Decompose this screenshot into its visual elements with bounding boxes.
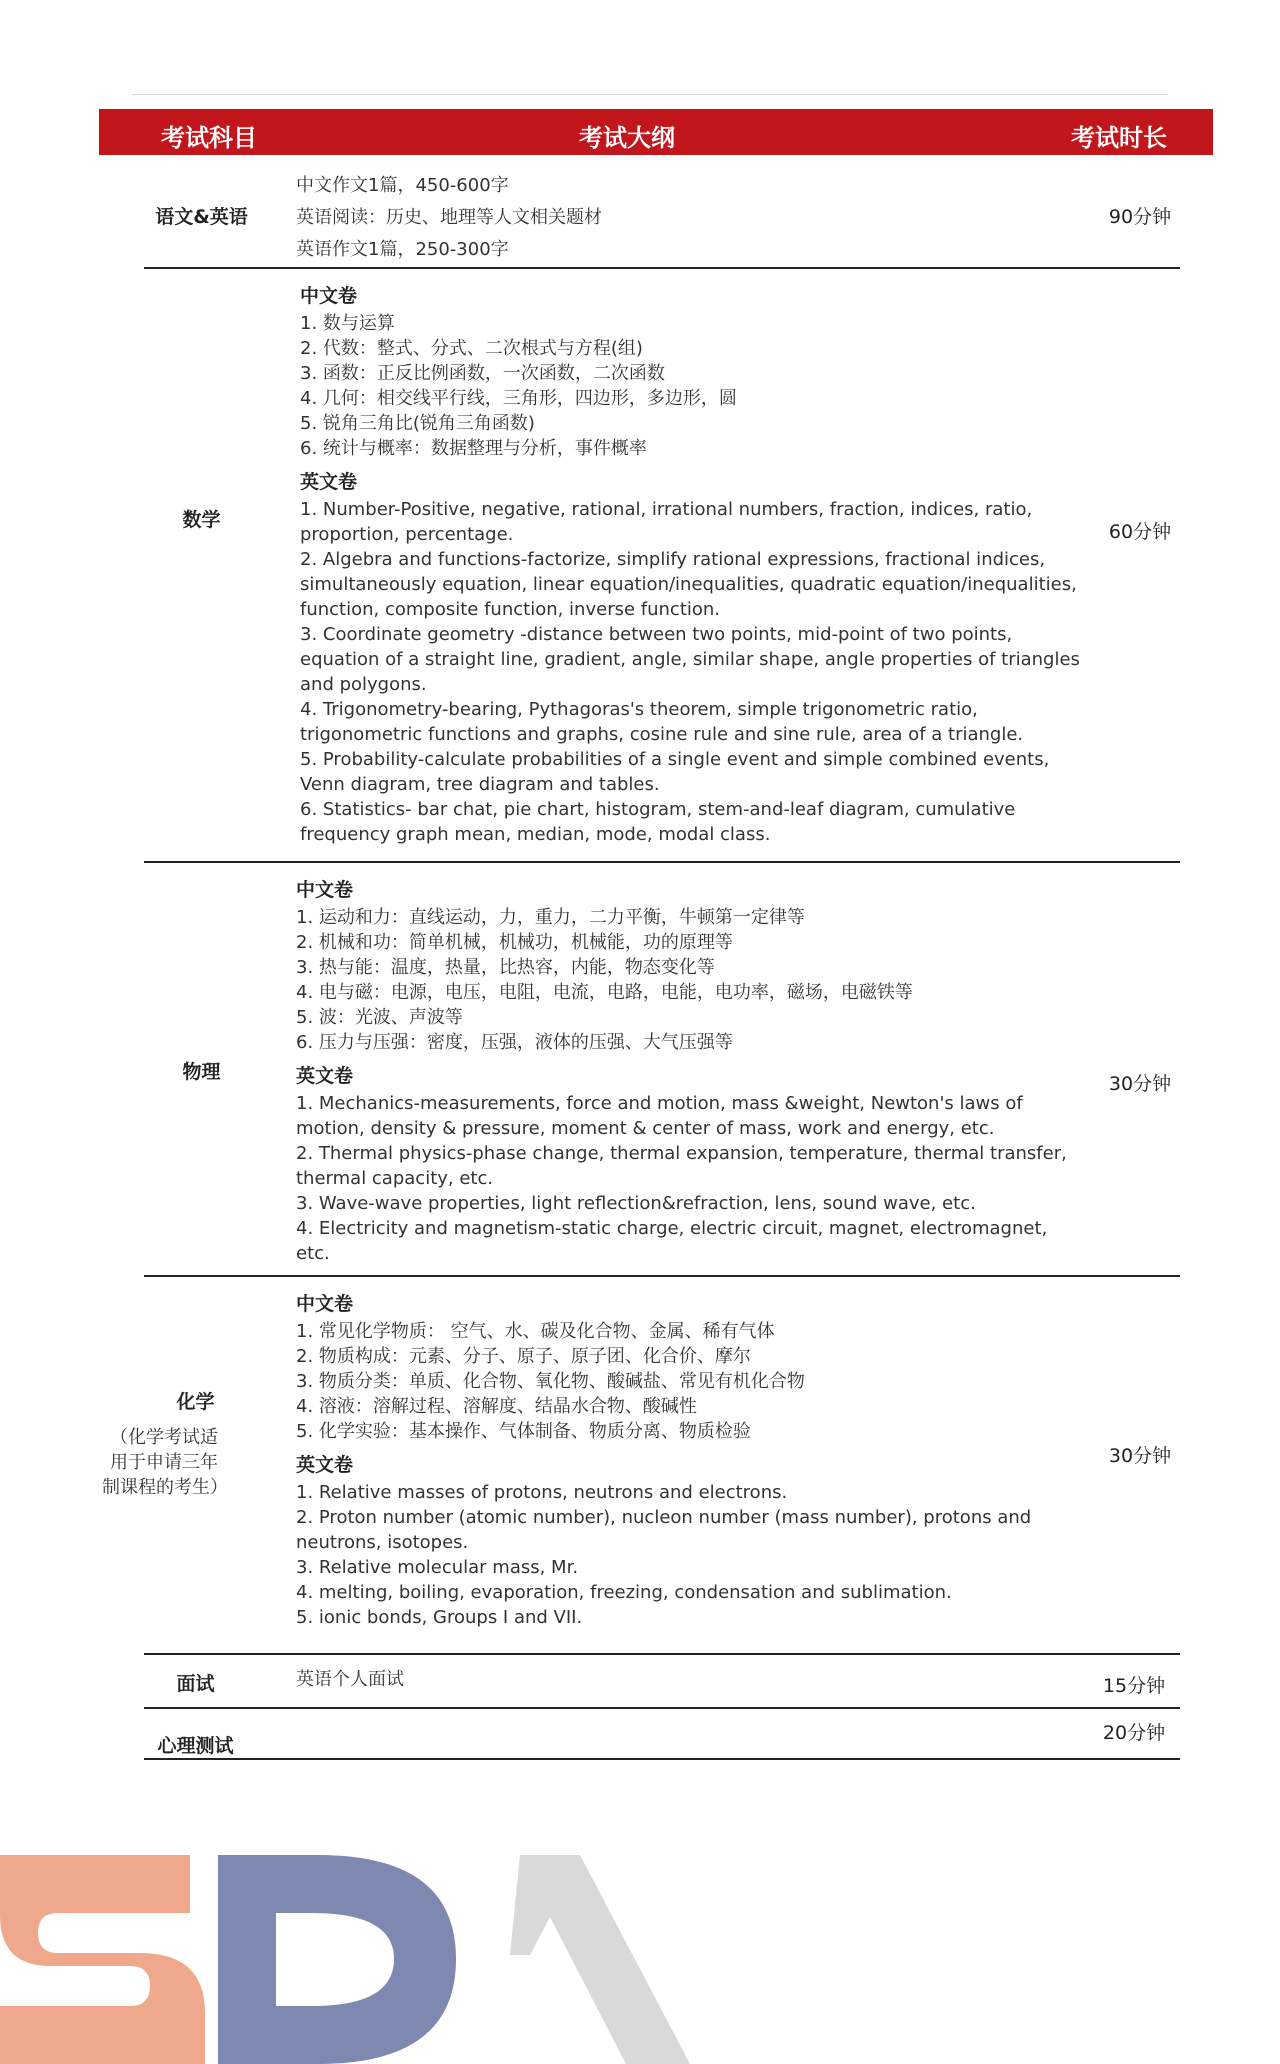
sda-logo (0, 1855, 700, 2064)
list-item: 5. 波：光波、声波等 (296, 1007, 463, 1028)
section-title-chinese: 中文卷 (300, 285, 358, 307)
list-item: 1. 常见化学物质： 空气、水、碳及化合物、金属、稀有气体 (296, 1321, 775, 1342)
list-item: 4. Trigonometry-bearing, Pythagoras's theorem, simple trigonometric ratio, trigonometric functions and graphs, cosine rule and sine rule, area of a triangle. (300, 699, 1024, 745)
duration-language: 90分钟 (1108, 206, 1172, 228)
row-chemistry (102, 1277, 1180, 1655)
syllabus-physics (296, 875, 1086, 1266)
subject-math: 数学 (182, 509, 221, 531)
subject-interview: 面试 (176, 1673, 215, 1695)
syllabus-language (296, 170, 1076, 266)
syllabus-line: 英语阅读：历史、地理等人文相关题材 (296, 207, 602, 228)
list-item: 4. 几何：相交线平行线，三角形，四边形，多边形，圆 (300, 388, 737, 409)
list-item: 1. 运动和力：直线运动，力，重力，二力平衡，牛顿第一定律等 (296, 907, 805, 928)
list-item: 6. Statistics- bar chat, pie chart, histogram, stem-and-leaf diagram, cumulative frequency graph mean, median, mode, modal class. (300, 799, 1016, 845)
syllabus-math (300, 281, 1080, 847)
syllabus-line: 英语作文1篇，250-300字 (296, 239, 509, 260)
section-title-chinese: 中文卷 (296, 879, 354, 901)
list-item: 4. Electricity and magnetism-static charge, electric circuit, magnet, electromagnet, etc. (296, 1218, 1048, 1264)
row-physics (144, 863, 1180, 1277)
duration-interview: 15分钟 (1102, 1675, 1166, 1697)
list-item: 2. Proton number (atomic number), nucleon number (mass number), protons and neutrons, isotopes. (296, 1507, 1032, 1553)
row-language (144, 160, 1180, 269)
row-math (144, 269, 1180, 863)
syllabus-interview (296, 1667, 1076, 1692)
list-item: 4. melting, boiling, evaporation, freezing, condensation and sublimation. (296, 1582, 952, 1603)
top-divider (132, 94, 1168, 95)
list-item: 2. 机械和功：简单机械，机械功，机械能，功的原理等 (296, 932, 733, 953)
row-psych (144, 1709, 1180, 1760)
list-item: 6. 压力与压强：密度，压强，液体的压强、大气压强等 (296, 1032, 733, 1053)
list-item: 5. 锐角三角比(锐角三角函数) (300, 413, 535, 434)
logo-letter-s (0, 1855, 205, 2064)
list-item: 5. ionic bonds, Groups I and VII. (296, 1607, 583, 1628)
list-item: 1. Mechanics-measurements, force and motion, mass &weight, Newton's laws of motion, density & pressure, moment & center of mass, work and energy, etc. (296, 1093, 1023, 1139)
header-syllabus: 考试大纲 (579, 124, 675, 152)
list-item: 5. Probability-calculate probabilities of a single event and simple combined events, Venn diagram, tree diagram and tables. (300, 749, 1050, 795)
list-item: 2. 物质构成：元素、分子、原子、原子团、化合价、摩尔 (296, 1346, 751, 1367)
duration-psych: 20分钟 (1102, 1722, 1166, 1744)
list-item: 6. 统计与概率：数据整理与分析，事件概率 (300, 438, 647, 459)
duration-physics: 30分钟 (1108, 1073, 1172, 1095)
header-duration: 考试时长 (1071, 124, 1167, 152)
section-title-english: 英文卷 (300, 471, 358, 493)
logo-letter-d (218, 1855, 456, 2064)
list-item: 2. Thermal physics-phase change, thermal expansion, temperature, thermal transfer, thermal capacity, etc. (296, 1143, 1067, 1189)
header-subject: 考试科目 (161, 124, 257, 152)
duration-math: 60分钟 (1108, 521, 1172, 543)
logo-letter-a (510, 1855, 690, 2064)
list-item: 1. Number-Positive, negative, rational, irrational numbers, fraction, indices, ratio, proportion, percentage. (300, 499, 1033, 545)
subject-chemistry-note: （化学考试适用于申请三年制课程的考生） (102, 1427, 228, 1498)
row-interview (144, 1655, 1180, 1709)
list-item: 3. Coordinate geometry -distance between two points, mid-point of two points, equation of a straight line, gradient, angle, similar shape, angle properties of triangles and polygons. (300, 624, 1080, 695)
subject-physics: 物理 (182, 1061, 221, 1083)
subject-language: 语文&英语 (155, 206, 248, 228)
list-item: 3. 函数：正反比例函数，一次函数，二次函数 (300, 363, 665, 384)
list-item: 3. Relative molecular mass, Mr. (296, 1557, 579, 1578)
list-item: 2. Algebra and functions-factorize, simplify rational expressions, fractional indices, simultaneously equation, linear equation/inequalities, quadratic equation/inequalities, function, composite function, inverse function. (300, 549, 1077, 620)
list-item: 2. 代数：整式、分式、二次根式与方程(组) (300, 338, 643, 359)
list-item: 3. 热与能：温度，热量，比热容，内能，物态变化等 (296, 957, 715, 978)
section-title-english: 英文卷 (296, 1065, 354, 1087)
list-item: 4. 溶液：溶解过程、溶解度、结晶水合物、酸碱性 (296, 1396, 697, 1417)
syllabus-chemistry (296, 1289, 1076, 1630)
subject-psych: 心理测试 (157, 1735, 234, 1757)
syllabus-line: 英语个人面试 (296, 1669, 404, 1690)
list-item: 1. Relative masses of protons, neutrons and electrons. (296, 1482, 788, 1503)
list-item: 1. 数与运算 (300, 313, 395, 334)
syllabus-line: 中文作文1篇，450-600字 (296, 175, 509, 196)
list-item: 4. 电与磁：电源，电压，电阻，电流，电路，电能，电功率，磁场，电磁铁等 (296, 982, 913, 1003)
duration-chemistry: 30分钟 (1108, 1445, 1172, 1467)
list-item: 3. Wave-wave properties, light reflection&refraction, lens, sound wave, etc. (296, 1193, 976, 1214)
subject-chemistry: 化学 (176, 1391, 215, 1413)
section-title-english: 英文卷 (296, 1454, 354, 1476)
table-header (99, 109, 1213, 155)
list-item: 3. 物质分类：单质、化合物、氧化物、酸碱盐、常见有机化合物 (296, 1371, 805, 1392)
list-item: 5. 化学实验：基本操作、气体制备、物质分离、物质检验 (296, 1421, 751, 1442)
section-title-chinese: 中文卷 (296, 1293, 354, 1315)
